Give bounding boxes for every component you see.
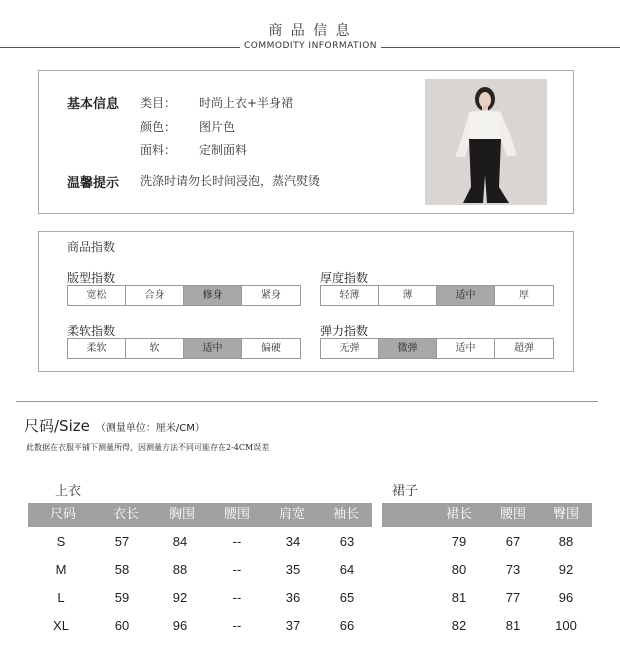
- category-key: 类目：: [140, 96, 177, 110]
- stretch-index-title: 弹力指数: [320, 324, 369, 338]
- size-note: 此数据在衣服平铺下测量所得，因测量方法不同可能存在2-4CM误差: [26, 443, 270, 452]
- product-index-title: 商品指数: [67, 240, 116, 254]
- cell-spacer: [382, 616, 432, 636]
- skirt-header-waist: 腰围: [499, 507, 526, 522]
- cell-shoulder: 36: [285, 590, 301, 605]
- softness-index-title: 柔软指数: [67, 324, 116, 338]
- size-title: [24, 415, 205, 436]
- fabric-key: 面料：: [140, 143, 177, 157]
- category-value: 时尚上衣+半身裙: [199, 96, 294, 110]
- cell-bust: 96: [172, 618, 188, 633]
- cell-skirt-hip: 92: [558, 562, 574, 577]
- cell-skirt-hip: 88: [558, 534, 574, 549]
- skirt-header-spacer: [382, 503, 432, 527]
- cell-bust: 88: [172, 562, 188, 577]
- color-value: 图片色: [199, 120, 236, 134]
- stretch-option-none: 无弹: [321, 339, 379, 358]
- table-row: [28, 616, 372, 636]
- cell-spacer: [382, 532, 432, 552]
- top-header-waist: 腰围: [223, 507, 250, 522]
- color-key: 颜色：: [140, 120, 177, 134]
- cell-spacer: [382, 588, 432, 608]
- cell-waist: --: [232, 590, 242, 605]
- table-row: [382, 532, 592, 552]
- cell-skirt-waist: 81: [505, 618, 521, 633]
- table-row: [382, 588, 592, 608]
- stretch-option-high: 超弹: [514, 343, 534, 354]
- cell-length: 59: [114, 590, 130, 605]
- model-illustration: [425, 79, 547, 205]
- stretch-option-medium: 适中: [437, 339, 495, 358]
- cell-waist: --: [232, 618, 242, 633]
- cell-waist: --: [232, 562, 242, 577]
- table-row: [28, 532, 372, 552]
- fit-index-title: 版型指数: [67, 271, 116, 285]
- top-table-header: [28, 503, 372, 527]
- cell-shoulder: 35: [285, 562, 301, 577]
- header-line-left: [0, 47, 240, 48]
- top-header-bust: 胸围: [168, 507, 195, 522]
- cell-sleeve: 65: [339, 590, 355, 605]
- cell-size: M: [55, 562, 67, 577]
- cell-skirt-length: 79: [451, 534, 467, 549]
- softness-option-firm: 偏硬: [261, 343, 281, 354]
- basic-info-box: [38, 70, 574, 214]
- size-title-text: 尺码/Size: [24, 417, 90, 435]
- top-header-size: 尺码: [49, 507, 76, 522]
- cell-sleeve: 66: [339, 618, 355, 633]
- thickness-index-title: 厚度指数: [320, 271, 369, 285]
- tips-value: 洗涤时请勿长时间浸泡，蒸汽熨烫: [140, 174, 321, 188]
- cell-skirt-hip: 96: [558, 590, 574, 605]
- cell-size: S: [56, 534, 66, 549]
- softness-option-medium: 适中: [184, 339, 242, 358]
- header-line-right: [380, 47, 620, 48]
- skirt-table-label: 裙子: [392, 484, 419, 499]
- cell-shoulder: 34: [285, 534, 301, 549]
- cell-shoulder: 37: [285, 618, 301, 633]
- softness-index-scale: [67, 338, 301, 359]
- softness-option-semi-soft: 软: [126, 339, 184, 358]
- cell-waist: --: [232, 534, 242, 549]
- cell-sleeve: 64: [339, 562, 355, 577]
- product-photo: [425, 79, 547, 205]
- cell-skirt-waist: 73: [505, 562, 521, 577]
- cell-spacer: [382, 560, 432, 580]
- table-row: [28, 560, 372, 580]
- header-subtitle: COMMODITY INFORMATION: [240, 41, 381, 51]
- top-header-length: 衣长: [112, 507, 139, 522]
- cell-size: XL: [53, 618, 69, 633]
- section-header: [0, 0, 620, 60]
- thickness-option-medium: 适中: [437, 286, 495, 305]
- cell-size: L: [57, 590, 65, 605]
- stretch-option-slight: 微弹: [379, 339, 437, 358]
- fit-option-slim: 修身: [184, 286, 242, 305]
- cell-skirt-waist: 67: [505, 534, 521, 549]
- table-row: [382, 616, 592, 636]
- cell-length: 58: [114, 562, 130, 577]
- fit-option-regular: 合身: [126, 286, 184, 305]
- section-divider: [16, 401, 598, 402]
- tips-label: 温馨提示: [67, 176, 120, 191]
- skirt-header-length: 裙长: [445, 507, 472, 522]
- cell-skirt-waist: 77: [505, 590, 521, 605]
- thickness-index-scale: [320, 285, 554, 306]
- cell-bust: 92: [172, 590, 188, 605]
- fit-index-scale: [67, 285, 301, 306]
- cell-skirt-length: 82: [451, 618, 467, 633]
- fit-option-loose: 宽松: [68, 286, 126, 305]
- softness-option-soft: 柔软: [68, 339, 126, 358]
- top-table-label: 上衣: [55, 484, 82, 499]
- size-unit: （测量单位：厘米/CM）: [95, 423, 205, 434]
- stretch-index-scale: [320, 338, 554, 359]
- cell-sleeve: 63: [339, 534, 355, 549]
- header-title: 商 品 信 息: [268, 23, 352, 39]
- fabric-value: 定制面料: [199, 143, 248, 157]
- product-index-box: [38, 231, 574, 372]
- cell-bust: 84: [172, 534, 188, 549]
- thickness-option-light: 轻薄: [321, 286, 379, 305]
- basic-info-label: 基本信息: [67, 97, 120, 112]
- skirt-header-hip: 臀围: [552, 507, 579, 522]
- top-header-sleeve: 袖长: [332, 507, 359, 522]
- cell-skirt-hip: 100: [555, 618, 577, 633]
- cell-skirt-length: 80: [451, 562, 467, 577]
- cell-length: 57: [114, 534, 130, 549]
- skirt-table-header: [382, 503, 592, 527]
- top-header-shoulder: 肩宽: [278, 507, 305, 522]
- table-row: [28, 588, 372, 608]
- fit-option-tight: 紧身: [261, 290, 281, 301]
- thickness-option-thick: 厚: [519, 290, 529, 301]
- thickness-option-thin: 薄: [379, 286, 437, 305]
- cell-length: 60: [114, 618, 130, 633]
- table-row: [382, 560, 592, 580]
- cell-skirt-length: 81: [451, 590, 467, 605]
